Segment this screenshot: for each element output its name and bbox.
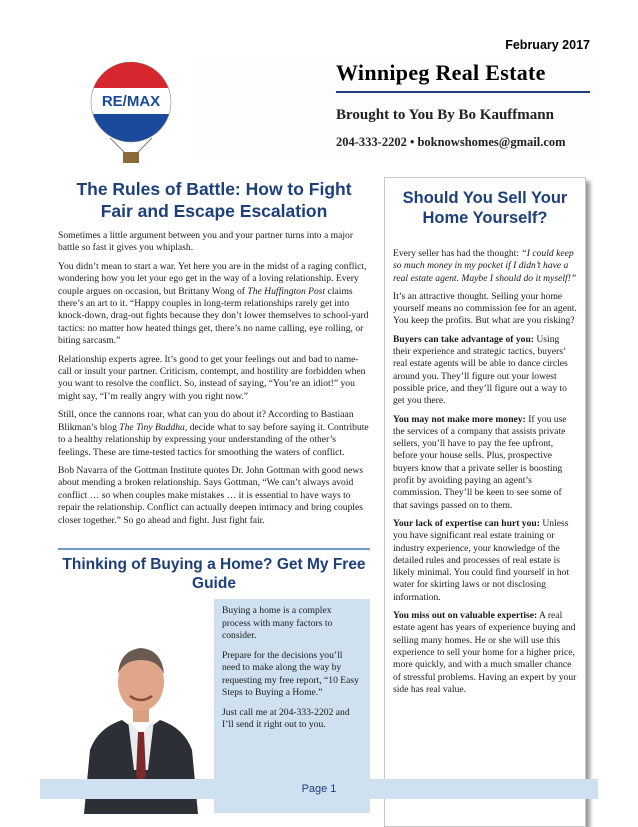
promo-title: Thinking of Buying a Home? Get My Free Guide — [62, 556, 366, 592]
promo-paragraph: Just call me at 204-333-2202 and I’ll send it right out to you. — [222, 706, 350, 730]
title-underline — [336, 91, 590, 93]
article-body — [58, 230, 370, 533]
risk-heading: Buyers can take advantage of you: — [393, 333, 534, 345]
publication-name: The Huffington Post — [247, 285, 326, 297]
blog-name: The Tiny Buddha — [119, 421, 185, 433]
article-paragraph: Bob Navarra of the Gottman Institute quotes Dr. John Gottman with good news about mending a broken relationship. Says Gottman, “We can’t always avoid conflict … so when couples make mistakes … it is essential to have ways to repair the relationship. Conflict can actually deepen intimacy and bring couples closer together.” So go ahead and fight. Just fight fair. — [58, 464, 364, 526]
sidebar-paragraph — [393, 518, 577, 604]
sidebar-paragraph — [393, 248, 577, 285]
remax-balloon-logo — [76, 60, 186, 170]
article-paragraph — [58, 261, 370, 348]
seller-quote: “I could keep so much money in my pocket if I didn’t have a real estate agent. Maybe I should do it myself!” — [393, 248, 577, 284]
article-title: The Rules of Battle: How to Fight Fair and Escape Escalation — [76, 179, 352, 221]
sidebar-title: Should You Sell Your Home Yourself? — [402, 189, 568, 227]
risk-heading: You miss out on valuable expertise: — [393, 610, 538, 622]
promo-paragraph: Buying a home is a complex process with many factors to consider. — [222, 605, 333, 641]
sidebar-paragraph — [393, 334, 577, 408]
promo-paragraph: Prepare for the decisions you’ll need to make along the way by requesting my free report, “10 Easy Steps to Buying a Home.” — [222, 649, 359, 698]
sidebar-body — [393, 248, 577, 702]
paragraph-text: If you use the services of a company that assists private sellers, you’ll have to pay the fee upfront, before your house sells. Plus, prospective buyers know that a private seller is boosting profit by avoiding paying an agent’s commission. They’ll be keen to see some of that savings passed on to them. — [393, 413, 567, 511]
paragraph-text: A real estate agent has years of experience buying and selling many homes. He or she will use this experience to sell your home for a higher price, more quickly, and with a much smaller chance of stressful problems. Having an expert by your side has real value. — [393, 610, 577, 695]
article-paragraph — [58, 409, 370, 459]
paragraph-text: claims there’s an art to it. “Happy couples in long-term relationships rarely get into knock-down, drag-out fights because they don’t lower themselves to school-yard tactics: no matter how heated things get, there’s no name calling, eye rolling, or biting sarcasm.” — [58, 285, 369, 347]
paragraph-text: Using their experience and strategic tactics, buyers’ real estate agents will be able to dance circles around you. They’ll figure out your lowest possible price, and they’ll figure out a way to get you there. — [393, 333, 568, 407]
logo-wordmark: RE/MAX — [101, 93, 161, 110]
paragraph-text: Still, once the cannons roar, what can you do about it? According to Bastiaan Blikman’s blog — [58, 409, 354, 433]
article-paragraph: Relationship experts agree. It’s good to get your feelings out and bad to name-call or insult your partner. Criticism, contempt, and hostility are forbidden when you want to resolve the conflict. So, instead of saying, “You’re an idiot!” you might say, “I’m really angry with you right now.” — [58, 353, 366, 402]
paragraph-text: Every seller has had the thought: — [393, 248, 522, 259]
page-footer: Page 1 — [40, 779, 598, 799]
promo-divider — [58, 548, 370, 550]
sidebar-paragraph: It’s an attractive thought. Selling your home yourself means no commission fee for an agent. You keep the profits. But what are you risking? — [393, 290, 577, 327]
contact-line: 204-333-2202 • boknowshomes@gmail.com — [336, 135, 566, 149]
risk-heading: Your lack of expertise can hurt you: — [393, 517, 540, 529]
newsletter-title: Winnipeg Real Estate — [336, 60, 546, 85]
issue-date: February 2017 — [505, 38, 590, 52]
sidebar-paragraph — [393, 414, 577, 512]
article-paragraph: Sometimes a little argument between you and your partner turns into a major battle so fast it gives you whiplash. — [58, 230, 354, 254]
paragraph-text: Unless you have significant real estate training or industry experience, your knowledge of the detailed rules and processes of real estate is likely minimal. You could find yourself in hot water for skirting laws or not disclosing information. — [393, 517, 570, 603]
sidebar-paragraph — [393, 610, 577, 696]
sidebar-box — [384, 177, 586, 827]
risk-heading: You may not make more money: — [393, 413, 526, 425]
paragraph-text: , decide what to say before saying it. Contribute to a healthy relationship by expressing your understanding of the other’s feelings. These are time-tested tactics for smoothing the waters of conflict. — [58, 421, 369, 458]
newsletter-subtitle: Brought to You By Bo Kauffmann — [336, 107, 554, 123]
paragraph-text: You didn’t mean to start a war. Yet here you are in the midst of a raging conflict, wondering how you let your ego get in the way of a loving relationship. Every couple argues on occasion, but Brittany Wong of — [58, 260, 367, 297]
